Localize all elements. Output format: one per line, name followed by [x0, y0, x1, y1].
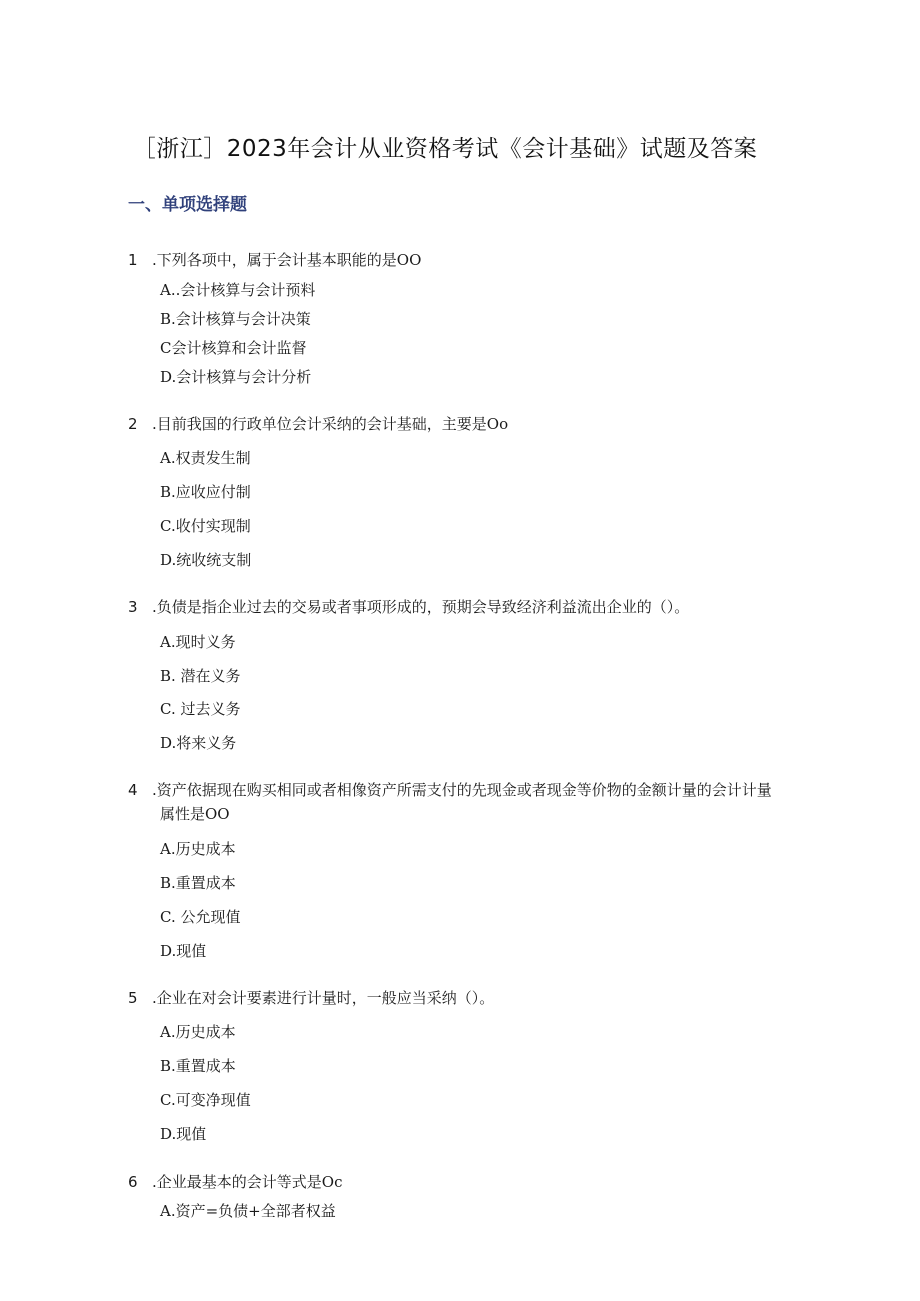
question-number: 1	[128, 251, 138, 269]
option-1c: C会计核算和会计监督	[160, 339, 307, 357]
option-1b: B.会计核算与会计决策	[160, 310, 311, 328]
option-5a: A.历史成本	[160, 1023, 236, 1041]
question-1	[128, 248, 421, 272]
option-2a: A.权责发生制	[160, 449, 251, 467]
question-text: .下列各项中，属于会计基本职能的是OO	[152, 251, 422, 269]
question-number: 6	[128, 1173, 138, 1191]
option-4c: C. 公允现值	[160, 908, 241, 926]
option-3c: C. 过去义务	[160, 700, 241, 718]
question-text: .企业在对会计要素进行计量时，一般应当采纳（）。	[152, 989, 495, 1007]
option-2c: C.收付实现制	[160, 517, 251, 535]
option-6a: A.资产=负债+全部者权益	[160, 1202, 336, 1220]
option-2d: D.统收统支制	[160, 551, 252, 569]
question-4	[128, 778, 772, 826]
question-number: 5	[128, 989, 138, 1007]
question-2	[128, 412, 508, 436]
section-heading: 一、单项选择题	[128, 195, 247, 215]
question-text: .目前我国的行政单位会计采纳的会计基础，主要是Oo	[152, 415, 509, 433]
question-text: .负债是指企业过去的交易或者事项形成的，预期会导致经济利益流出企业的（）。	[152, 598, 690, 616]
question-number: 4	[128, 781, 138, 799]
question-3	[128, 595, 689, 619]
question-6	[128, 1170, 342, 1194]
question-number: 2	[128, 415, 138, 433]
question-text-continued: 属性是OO	[160, 805, 230, 823]
option-5c: C.可变净现值	[160, 1091, 251, 1109]
option-4d: D.现值	[160, 942, 207, 960]
option-3b: B. 潜在义务	[160, 667, 241, 685]
question-number: 3	[128, 598, 138, 616]
option-1d: D.会计核算与会计分析	[160, 368, 312, 386]
document-title: ［浙江］2023年会计从业资格考试《会计基础》试题及答案	[132, 136, 758, 162]
question-text: .企业最基本的会计等式是Oc	[152, 1173, 343, 1191]
question-text: .资产依据现在购买相同或者相像资产所需支付的先现金或者现金等价物的金额计量的会计计量	[152, 781, 772, 799]
question-5	[128, 986, 494, 1010]
option-5b: B.重置成本	[160, 1057, 236, 1075]
option-4b: B.重置成本	[160, 874, 236, 892]
option-3a: A.现时义务	[160, 633, 236, 651]
option-2b: B.应收应付制	[160, 483, 251, 501]
option-5d: D.现值	[160, 1125, 207, 1143]
option-4a: A.历史成本	[160, 840, 236, 858]
option-1a: A..会计核算与会计预料	[160, 281, 316, 299]
option-3d: D.将来义务	[160, 734, 237, 752]
